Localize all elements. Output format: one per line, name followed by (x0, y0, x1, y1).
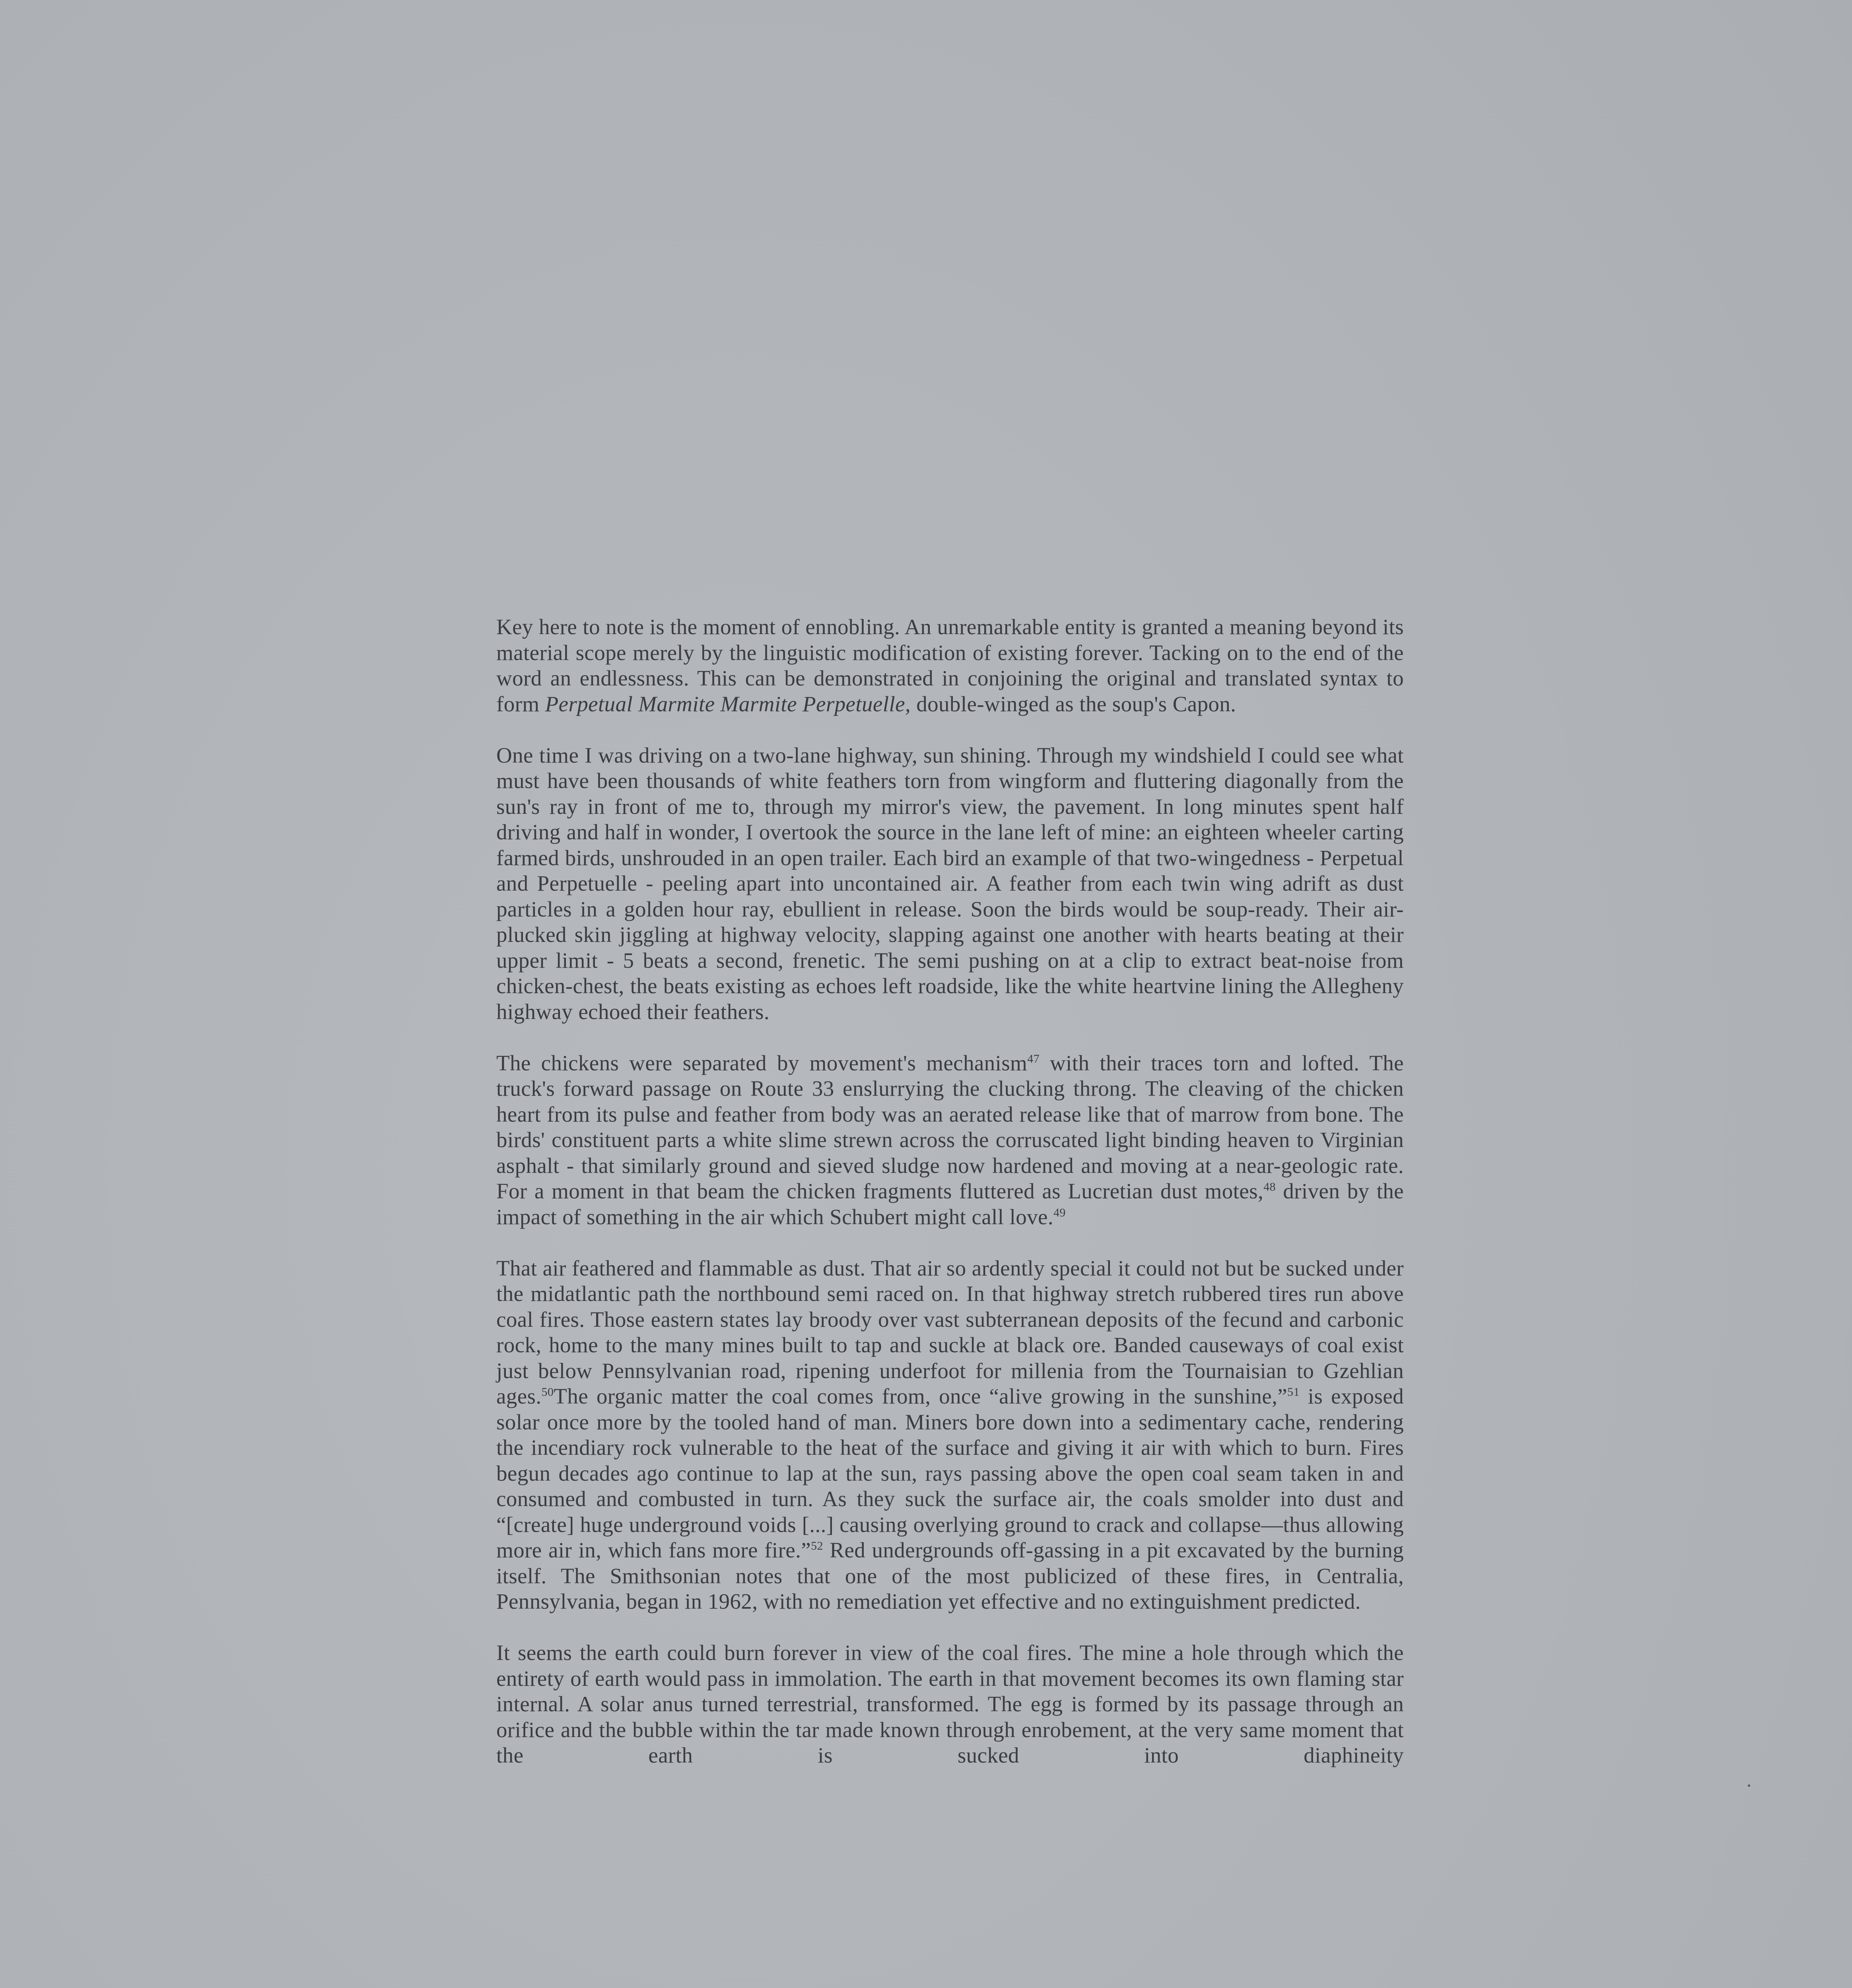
paragraph-text: Key here to note is the moment of ennobling. An unremarkable entity is granted a meaning beyond its material scope merely by the linguistic modification of existing forever. Tacking on to the end of the word an endlessness. This can be demonstrated in conjoining the original and translated syntax to form (496, 615, 1404, 716)
paragraph-text: Red undergrounds off-gassing in a pit excavated by the burning itself. The Smithsonian notes that one of the most publicized of these fires, in Centralia, Pennsylvania, began in 1962, with no remediation yet effective and no extinguishment predicted. (496, 1538, 1404, 1613)
paragraph-text: The chickens were separated by movement's mechanism (496, 1050, 1028, 1075)
paragraph (496, 1256, 1404, 1615)
paragraph-italic-text: Perpetual Marmite Marmite Perpetuelle, (545, 691, 911, 716)
paragraph (496, 614, 1404, 717)
paragraph-text: with their traces torn and lofted. The truck's forward passage on Route 33 enslurrying the clucking throng. The cleaving of the chicken heart from its pulse and feather from body was an aerated release like that of marrow from bone. The birds' constituent parts a white slime strewn across the corruscated light binding heaven to Virginian asphalt - that similarly ground and sieved sludge now hardened and moving at a near-geologic rate. For a moment in that beam the chicken fragments fluttered as Lucretian dust motes, (496, 1050, 1404, 1203)
paragraph-text: driven by the impact of something in the air which Schubert might call love. (496, 1179, 1404, 1229)
body-text (496, 614, 1404, 1769)
paragraph (496, 1640, 1404, 1769)
paragraph (496, 1050, 1404, 1230)
paragraph-text: One time I was driving on a two-lane highway, sun shining. Through my windshield I could see what must have been thousands of white feathers torn from wingform and fluttering diagonally from the sun's ray in front of me to, through my mirror's view, the pavement. In long minutes spent half driving and half in wonder, I overtook the source in the lane left of mine: an eighteen wheeler carting farmed birds, unshrouded in an open trailer. Each bird an example of that two-wingedness - Perpetual and Perpetuelle - peeling apart into uncontained air. A feather from each twin wing adrift as dust particles in a golden hour ray, ebullient in release. Soon the birds would be soup-ready. Their air-plucked skin jiggling at highway velocity, slapping against one another with hearts beating at their upper limit - 5 beats a second, frenetic. The semi pushing on at a clip to extract beat-noise from chicken-chest, the beats existing as echoes left roadside, like the white heartvine lining the Allegheny highway echoed their feathers. (496, 743, 1404, 1024)
paragraph (496, 743, 1404, 1025)
footnote-marker: 49 (1053, 1206, 1066, 1219)
footnote-marker: 52 (811, 1539, 823, 1553)
footnote-marker: 51 (1287, 1385, 1300, 1399)
footnote-marker: 48 (1263, 1180, 1276, 1194)
scan-speck (1748, 1784, 1750, 1787)
footnote-marker: 50 (541, 1385, 554, 1399)
paragraph-text: That air feathered and flammable as dust. That air so ardently special it could not but be sucked under the midatlantic path the northbound semi raced on. In that highway stretch rubbered tires run above coal fires. Those eastern states lay broody over vast subterranean deposits of the fecund and carbonic rock, home to the many mines built to tap and suckle at black ore. Banded causeways of coal exist just below Pennsylvanian road, ripening underfoot for millenia from the Tournaisian to Gzehlian ages. (496, 1256, 1404, 1408)
paragraph-text: It seems the earth could burn forever in view of the coal fires. The mine a hole through which the entirety of earth would pass in immolation. The earth in that movement becomes its own flaming star internal. A solar anus turned terrestrial, transformed. The egg is formed by its passage through an orifice and the bubble within the tar made known through enrobement, at the very same moment that the earth is sucked into diaphineity (496, 1640, 1404, 1767)
paragraph-text: double-winged as the soup's Capon. (911, 691, 1236, 716)
paragraph-text: The organic matter the coal comes from, once “alive growing in the sunshine,” (554, 1384, 1288, 1408)
footnote-marker: 47 (1027, 1052, 1040, 1066)
paragraph-text: is exposed solar once more by the tooled hand of man. Miners bore down into a sedimentary cache, rendering the incendiary rock vulnerable to the heat of the surface and giving it air with which to burn. Fires begun decades ago continue to lap at the sun, rays passing above the open coal seam taken in and consumed and combusted in turn. As they suck the surface air, the coals smolder into dust and “[create] huge underground voids [...] causing overlying ground to crack and collapse—thus allowing more air in, which fans more fire.” (496, 1384, 1404, 1562)
